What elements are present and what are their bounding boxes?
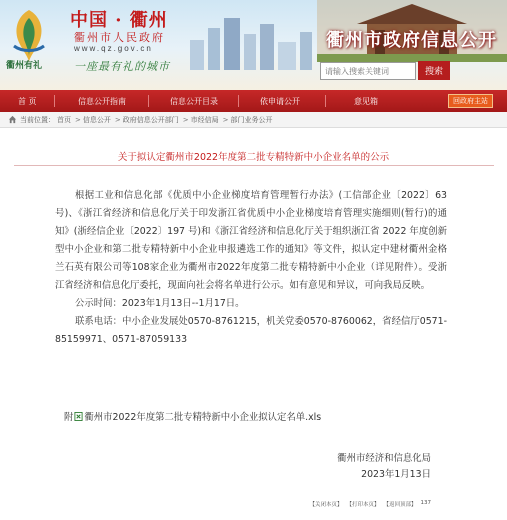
breadcrumb	[0, 112, 507, 128]
issuing-organization: 衢州市经济和信息化局	[337, 453, 431, 464]
title-divider	[14, 165, 494, 166]
print-page-link[interactable]: 【打印本页】	[346, 502, 380, 508]
close-page-link[interactable]: 【关闭本页】	[309, 502, 343, 508]
nav-guide[interactable]: 信息公开指南	[78, 97, 126, 106]
back-to-main-site-button[interactable]: 回政府主站	[448, 94, 493, 108]
main-nav	[0, 90, 507, 112]
nav-divider	[238, 95, 239, 107]
back-to-top-link[interactable]: 【返回顶部】	[383, 502, 417, 508]
home-icon	[8, 115, 17, 124]
city-slogan: 一座最有礼的城市	[74, 60, 170, 73]
excel-file-icon	[74, 412, 83, 421]
breadcrumb-separator: >	[75, 115, 81, 124]
nav-home[interactable]: 首 页	[18, 97, 37, 106]
article-body	[55, 187, 447, 349]
announcement-period: 公示时间：2023年1月13日--1月17日。	[75, 298, 245, 309]
article-title: 关于拟认定衢州市2022年度第二批专精特新中小企业名单的公示	[117, 152, 390, 163]
attachment-link[interactable]: 衢州市2022年度第二批专精特新中小企业拟认定名单.xls	[84, 412, 322, 423]
breadcrumb-bureau[interactable]: 市经信局	[190, 115, 219, 124]
search-button[interactable]: 搜索	[418, 61, 450, 80]
nav-divider	[148, 95, 149, 107]
nav-divider	[54, 95, 55, 107]
logo-text: 衢州有礼	[6, 61, 43, 71]
header-banner	[0, 0, 507, 90]
city-name: 中国 · 衢州	[70, 10, 168, 31]
contact-info: 联系电话：中小企业发展处0570-8761215，机关党委0570-8760062，省经信厅0571-85159971、0571-87059133	[55, 316, 447, 345]
view-count: 137	[420, 500, 431, 506]
nav-catalog[interactable]: 信息公开目录	[170, 97, 218, 106]
search-input[interactable]	[320, 62, 416, 80]
nav-divider	[325, 95, 326, 107]
breadcrumb-separator: >	[222, 115, 229, 124]
site-url: www.qz.gov.cn	[74, 44, 153, 53]
nav-request[interactable]: 依申请公开	[260, 97, 300, 106]
attachment-prefix: 附	[64, 412, 74, 423]
article-paragraph: 根据工业和信息化部《优质中小企业梯度培育管理暂行办法》(工信部企业〔2022〕63号)、《浙江省经济和信息化厅关于印发浙江省优质中小企业梯度培育管理实施细则(暂行)的通知》(浙经信企业〔2022〕197 号)和《浙江省经济和信息化厅关于组织浙江省 2022 年度创新型中小企业和第二批专精特新中小企业申报遴选工作的通知》等文件，拟认定中建材衢州金格兰石英有限公司等108家企业为衢州市2022年度第二批专精特新中小企业（详见附件）。受浙江省经济和信息化厅委托，现面向社会将名单进行公示。如有意见和异议，可向我局反映。	[55, 190, 447, 291]
breadcrumb-separator: >	[182, 115, 189, 124]
breadcrumb-current[interactable]: 部门业务公开	[230, 115, 273, 124]
breadcrumb-prefix: 当前位置：	[20, 115, 55, 124]
breadcrumb-info[interactable]: 信息公开	[82, 115, 111, 124]
breadcrumb-home[interactable]: 首页	[57, 115, 71, 124]
page-tools	[309, 500, 431, 508]
issue-date: 2023年1月13日	[361, 469, 431, 480]
nav-feedback[interactable]: 意见箱	[354, 97, 378, 106]
portal-title: 衢州市政府信息公开	[326, 30, 497, 51]
breadcrumb-departments[interactable]: 政府信息公开部门	[122, 115, 179, 124]
attachment	[64, 409, 321, 423]
skyline-illustration	[180, 10, 330, 70]
breadcrumb-separator: >	[114, 115, 121, 124]
government-name: 衢州市人民政府	[74, 31, 165, 44]
